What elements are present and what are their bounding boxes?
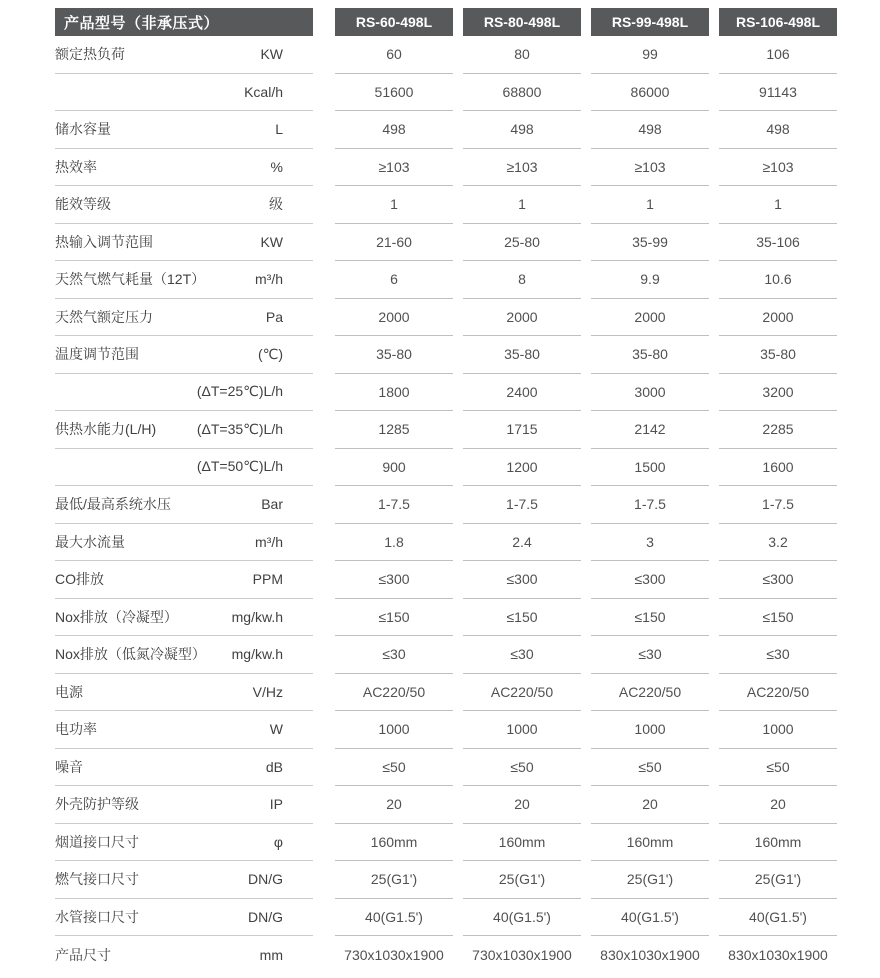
spec-label: 储水容量: [55, 121, 111, 138]
spec-label-cell: [55, 561, 313, 599]
table-body: [55, 36, 880, 974]
spec-label: 烟道接口尺寸: [55, 833, 139, 850]
spec-unit: 级: [269, 196, 283, 213]
spec-label-cell: [55, 374, 313, 412]
spec-value: 1000: [719, 711, 837, 749]
table-row: [55, 749, 880, 787]
spec-label: 天然气燃气耗量（12T）: [55, 271, 206, 288]
spec-value: 2.4: [463, 524, 581, 562]
spec-value: 1600: [719, 449, 837, 487]
spec-value: ≤50: [463, 749, 581, 787]
table-title: 产品型号（非承压式）: [55, 8, 313, 36]
spec-unit: KW: [260, 46, 283, 63]
spec-unit: DN/G: [248, 871, 283, 888]
spec-label: Nox排放（冷凝型）: [55, 608, 178, 625]
spec-value: 1.8: [335, 524, 453, 562]
spec-label: 最低/最高系统水压: [55, 496, 171, 513]
spec-value: 1-7.5: [463, 486, 581, 524]
table-row: [55, 299, 880, 337]
spec-value: ≥103: [591, 149, 709, 187]
spec-label: 热输入调节范围: [55, 233, 153, 250]
spec-label: 天然气额定压力: [55, 308, 153, 325]
spec-label-cell: [55, 224, 313, 262]
spec-unit: dB: [265, 758, 283, 775]
spec-value: 9.9: [591, 261, 709, 299]
spec-unit: (ΔT=35℃)L/h: [196, 420, 283, 437]
spec-label: 最大水流量: [55, 533, 125, 550]
spec-label-cell: [55, 599, 313, 637]
spec-value: 86000: [591, 74, 709, 112]
spec-label: 额定热负荷: [55, 46, 125, 63]
table-row: [55, 486, 880, 524]
spec-label: 热效率: [55, 158, 97, 175]
spec-label: 产品尺寸: [55, 946, 111, 963]
spec-value: ≤150: [591, 599, 709, 637]
spec-value: AC220/50: [335, 674, 453, 712]
model-column-header: RS-99-498L: [591, 8, 709, 36]
spec-unit: PPM: [252, 571, 283, 588]
spec-value: ≥103: [463, 149, 581, 187]
spec-value: 51600: [335, 74, 453, 112]
spec-label-cell: [55, 936, 313, 974]
spec-value: 1: [463, 186, 581, 224]
spec-label-cell: [55, 149, 313, 187]
spec-label: Nox排放（低氮冷凝型）: [55, 646, 206, 663]
spec-value: 25(G1'): [719, 861, 837, 899]
spec-value: 20: [463, 786, 581, 824]
spec-unit: KW: [260, 233, 283, 250]
spec-unit: Pa: [265, 308, 283, 325]
spec-unit: (ΔT=25℃)L/h: [196, 383, 283, 400]
spec-value: 21-60: [335, 224, 453, 262]
spec-label-cell: [55, 824, 313, 862]
spec-value: 730x1030x1900: [472, 946, 572, 963]
spec-value: 2142: [591, 411, 709, 449]
spec-label-cell: [55, 486, 313, 524]
spec-value: 1500: [591, 449, 709, 487]
spec-unit: L: [275, 121, 283, 138]
spec-label: 温度调节范围: [55, 346, 139, 363]
spec-value: 35-80: [591, 336, 709, 374]
spec-unit: mg/kw.h: [231, 608, 283, 625]
spec-label: 电源: [55, 683, 83, 700]
table-row: [55, 449, 880, 487]
spec-value: 6: [335, 261, 453, 299]
spec-label: 电功率: [55, 721, 97, 738]
spec-value: ≤50: [335, 749, 453, 787]
spec-label-cell: [55, 899, 313, 937]
spec-value: AC220/50: [463, 674, 581, 712]
spec-value: 35-106: [719, 224, 837, 262]
spec-value: 40(G1.5'): [719, 899, 837, 937]
spec-value: 730x1030x1900: [344, 946, 444, 963]
table-row: [55, 936, 880, 974]
spec-value: 498: [591, 111, 709, 149]
table-row: [55, 36, 880, 74]
table-row: [55, 186, 880, 224]
table-header-row: [55, 8, 880, 36]
spec-value: 40(G1.5'): [463, 899, 581, 937]
spec-value: ≤30: [335, 636, 453, 674]
spec-label-cell: [55, 111, 313, 149]
spec-value: ≤300: [591, 561, 709, 599]
table-row: [55, 261, 880, 299]
spec-value: 25-80: [463, 224, 581, 262]
spec-unit: (℃): [257, 345, 283, 362]
spec-value: 25(G1'): [335, 861, 453, 899]
spec-value: 99: [591, 36, 709, 74]
spec-value: 2000: [463, 299, 581, 337]
spec-value: 160mm: [591, 824, 709, 862]
model-column-header: RS-60-498L: [335, 8, 453, 36]
spec-value: ≤30: [591, 636, 709, 674]
spec-label-cell: [55, 711, 313, 749]
table-row: [55, 561, 880, 599]
spec-value: 1000: [591, 711, 709, 749]
spec-value: 1: [719, 186, 837, 224]
spec-value: ≤30: [463, 636, 581, 674]
spec-value: 20: [335, 786, 453, 824]
spec-value: 20: [719, 786, 837, 824]
spec-value: AC220/50: [591, 674, 709, 712]
spec-value: 160mm: [719, 824, 837, 862]
spec-value: 498: [463, 111, 581, 149]
table-row: [55, 674, 880, 712]
spec-label-cell: [55, 36, 313, 74]
table-row: [55, 899, 880, 937]
spec-value: 25(G1'): [463, 861, 581, 899]
spec-value: 1715: [463, 411, 581, 449]
spec-value: 498: [335, 111, 453, 149]
spec-value: 40(G1.5'): [591, 899, 709, 937]
spec-label: 水管接口尺寸: [55, 908, 139, 925]
spec-value: ≤150: [335, 599, 453, 637]
spec-label: CO排放: [55, 571, 104, 588]
spec-unit: DN/G: [248, 908, 283, 925]
spec-value: 1800: [335, 374, 453, 412]
spec-value: 1: [335, 186, 453, 224]
spec-value: ≤300: [719, 561, 837, 599]
spec-value: 1-7.5: [335, 486, 453, 524]
spec-value: 35-80: [335, 336, 453, 374]
spec-value: 68800: [463, 74, 581, 112]
spec-value: 3: [591, 524, 709, 562]
spec-unit: (ΔT=50℃)L/h: [196, 458, 283, 475]
spec-label-cell: [55, 299, 313, 337]
spec-value: 900: [335, 449, 453, 487]
spec-value: 91143: [719, 74, 837, 112]
spec-unit: W: [269, 721, 283, 738]
spec-value: 35-99: [591, 224, 709, 262]
spec-unit: m³/h: [255, 271, 283, 288]
table-row: [55, 74, 880, 112]
spec-label: 能效等级: [55, 196, 111, 213]
model-column-header: RS-106-498L: [719, 8, 837, 36]
spec-label-cell: [55, 786, 313, 824]
spec-unit: mg/kw.h: [231, 646, 283, 663]
spec-value: 1-7.5: [591, 486, 709, 524]
spec-value: 1: [591, 186, 709, 224]
spec-label-cell: [55, 261, 313, 299]
table-row: [55, 861, 880, 899]
spec-label-cell: [55, 449, 313, 487]
table-row: [55, 224, 880, 262]
spec-label-cell: [55, 186, 313, 224]
spec-label: 外壳防护等级: [55, 796, 139, 813]
spec-value: 1-7.5: [719, 486, 837, 524]
spec-value: ≤150: [463, 599, 581, 637]
spec-value: 2285: [719, 411, 837, 449]
spec-value: 35-80: [719, 336, 837, 374]
table-row: [55, 524, 880, 562]
spec-unit: m³/h: [255, 533, 283, 550]
table-row: [55, 636, 880, 674]
spec-value: ≤300: [335, 561, 453, 599]
table-row: [55, 824, 880, 862]
spec-unit: IP: [269, 796, 283, 813]
spec-value: 2400: [463, 374, 581, 412]
spec-label-cell: [55, 336, 313, 374]
table-row: [55, 411, 880, 449]
spec-unit: Kcal/h: [244, 83, 283, 100]
spec-value: 40(G1.5'): [335, 899, 453, 937]
spec-label-cell: [55, 411, 313, 449]
spec-label-cell: [55, 636, 313, 674]
spec-value: ≥103: [335, 149, 453, 187]
spec-unit: V/Hz: [252, 683, 283, 700]
spec-value: 20: [591, 786, 709, 824]
spec-value: 1285: [335, 411, 453, 449]
spec-unit: mm: [259, 946, 283, 963]
spec-value: AC220/50: [719, 674, 837, 712]
model-column-header: RS-80-498L: [463, 8, 581, 36]
spec-label: 燃气接口尺寸: [55, 871, 139, 888]
spec-value: 2000: [335, 299, 453, 337]
spec-value: 3.2: [719, 524, 837, 562]
spec-value: ≤50: [719, 749, 837, 787]
spec-value: 8: [463, 261, 581, 299]
spec-value: 10.6: [719, 261, 837, 299]
table-row: [55, 374, 880, 412]
table-row: [55, 111, 880, 149]
spec-value: ≥103: [719, 149, 837, 187]
spec-value: ≤30: [719, 636, 837, 674]
spec-label-cell: [55, 861, 313, 899]
spec-value: 498: [719, 111, 837, 149]
table-row: [55, 786, 880, 824]
spec-value: 1000: [335, 711, 453, 749]
spec-value: 160mm: [463, 824, 581, 862]
spec-value: 2000: [719, 299, 837, 337]
spec-value: 160mm: [335, 824, 453, 862]
spec-label-cell: [55, 674, 313, 712]
spec-label: 噪音: [55, 758, 83, 775]
spec-value: ≤150: [719, 599, 837, 637]
spec-label-cell: [55, 74, 313, 112]
spec-value: 60: [335, 36, 453, 74]
table-row: [55, 711, 880, 749]
table-row: [55, 336, 880, 374]
table-row: [55, 149, 880, 187]
spec-value: 3000: [591, 374, 709, 412]
spec-value: ≤50: [591, 749, 709, 787]
spec-value: 35-80: [463, 336, 581, 374]
spec-value: 80: [463, 36, 581, 74]
spec-value: ≤300: [463, 561, 581, 599]
spec-value: 1000: [463, 711, 581, 749]
spec-label-cell: [55, 524, 313, 562]
spec-unit: %: [270, 158, 283, 175]
spec-value: 2000: [591, 299, 709, 337]
spec-value: 3200: [719, 374, 837, 412]
table-row: [55, 599, 880, 637]
spec-value: 1200: [463, 449, 581, 487]
spec-value: 106: [719, 36, 837, 74]
spec-value: 830x1030x1900: [600, 946, 700, 963]
spec-value: 830x1030x1900: [728, 946, 828, 963]
spec-value: 25(G1'): [591, 861, 709, 899]
spec-unit: φ: [273, 833, 283, 850]
spec-label: 供热水能力(L/H): [55, 421, 157, 438]
spec-label-cell: [55, 749, 313, 787]
spec-unit: Bar: [261, 496, 283, 513]
